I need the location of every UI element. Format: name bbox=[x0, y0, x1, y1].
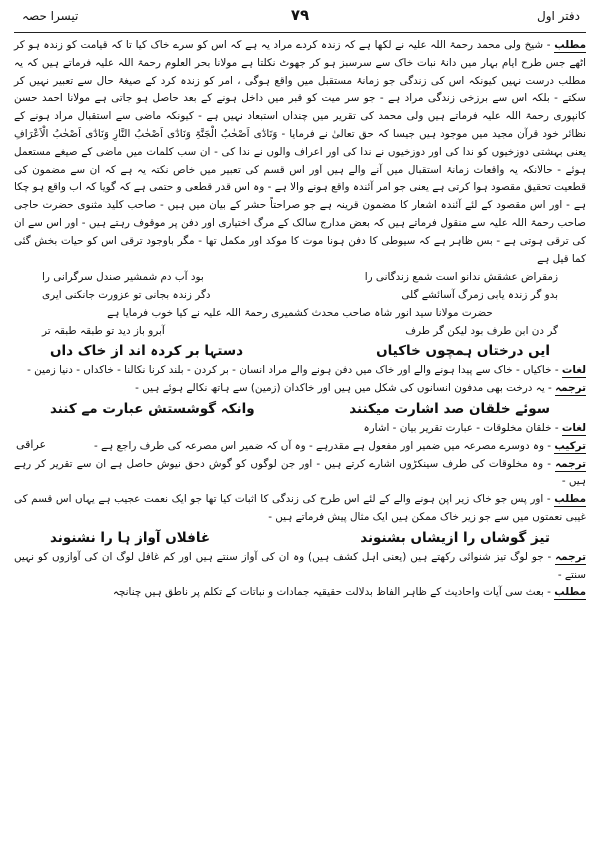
couplet-first-hemistich: گر دن ابن طرف بود لیکن گر طرف bbox=[405, 325, 558, 338]
section-label: مطلب bbox=[554, 586, 586, 599]
couplet-1 bbox=[14, 268, 586, 286]
couplet-first-hemistich: ایں درختاں ہمچوں خاکیاں bbox=[376, 343, 550, 360]
paragraph-tarjuma-2 bbox=[14, 456, 586, 492]
quote-intro-line: حضرت مولانا سید انور شاہ صاحب محدث کشمیری رحمۃ اللہ علیہ نے کیا خوب فرمایا ہے bbox=[107, 307, 493, 320]
paragraph-text: - جو لوگ تیز شنوائی رکھتے ہیں (یعنی اہل کشف ہیں) وہ ان کی آواز سنتے ہیں اور کم غافل لوگ ان کی آوازوں کو نہیں سنتے - bbox=[14, 550, 586, 581]
section-label: لغات bbox=[561, 364, 586, 377]
section-label: ترجمہ bbox=[555, 550, 586, 563]
couplet-second-verse bbox=[14, 398, 586, 420]
couplet-second-hemistich: غافلاں آواز ہا را نشنوند bbox=[50, 529, 211, 546]
couplet-third-verse bbox=[14, 527, 586, 549]
paragraph-tarkeeb bbox=[14, 438, 586, 456]
couplet-3 bbox=[14, 322, 586, 340]
paragraph-text: - وہ دوسرے مصرعہ میں ضمیر اور مفعول ہے مقدرہے - وہ آں کہ ضمیر اس مصرعہ کی طرف راجع ہے - bbox=[93, 439, 555, 452]
section-label: مطلب bbox=[554, 493, 586, 506]
paragraph-text: - اور پس جو خاک زیر اپن ہونے والے کے لئے اس طرح کی زندگی کا اثبات کیا تھا جو ایک نعمت عجیب ہے یہاں اس قسم کی غیبی نعمتوں میں سے جو زیر خاک ممکن ہیں ایک مثال پیش فرماتے ہیں - bbox=[14, 493, 586, 523]
couplet-2 bbox=[14, 286, 586, 304]
couplet-second-hemistich: بود آب دم شمشیر صندل سرگرانی را bbox=[42, 271, 204, 284]
paragraph-text: - خلقان مخلوقات - عبارت تقریر بیان - اشارہ bbox=[363, 421, 562, 434]
margin-note-iraqi: عراقی bbox=[16, 438, 47, 451]
couplet-second-hemistich: آبرو باز دید تو طبقہ طبقہ تر bbox=[42, 325, 165, 338]
couplet-first-hemistich: بدو گر زندہ یابی زمرگ آسائشے گلی bbox=[401, 289, 558, 302]
paragraph-text: - خاکیاں - خاک سے پیدا ہونے والے اور خاک میں دفن ہونے والے مراد انسان - بر کردن - بلند کرنا نکالنا - خاکداں - دنیا زمین - bbox=[27, 364, 562, 377]
paragraph-tarjuma-3 bbox=[14, 549, 586, 585]
section-label: لغات bbox=[561, 421, 586, 434]
section-label: ترکیب bbox=[554, 439, 586, 452]
section-label: ترجمہ bbox=[555, 382, 586, 395]
paragraph-lughat-1 bbox=[14, 362, 586, 380]
header-volume: دفتر اول bbox=[537, 9, 580, 23]
couplet-first-hemistich: سوئے خلقان صد اشارت میکنند bbox=[349, 400, 550, 417]
couplet-first-hemistich: تیز گوشاں را ازیشاں بشنوند bbox=[360, 529, 550, 546]
section-label: مطلب bbox=[554, 39, 586, 51]
paragraph-tarjuma-1 bbox=[14, 380, 586, 398]
paragraph-text: - بعث سی آیات واحادیث کے ظاہر الفاظ بدلالت حقیقیہ جمادات و نباتات کے تکلم پر ناطق ہیں چنانچہ bbox=[112, 586, 555, 599]
couplet-second-hemistich: دگر زندہ بجانی تو عزورت جانکنی ایری bbox=[42, 289, 211, 302]
couplet-main-verse bbox=[14, 340, 586, 362]
page-header bbox=[14, 6, 586, 33]
page-number: ۷۹ bbox=[290, 6, 310, 24]
header-part: تیسرا حصہ bbox=[22, 9, 79, 23]
paragraph-matlab-1 bbox=[14, 37, 586, 268]
couplet-first-hemistich: زمقراض عشقش ندانو است شمع زندگانی را bbox=[364, 271, 558, 284]
couplet-second-hemistich: وانکہ گوشستش عبارت مے کنند bbox=[50, 400, 255, 417]
couplet-second-hemistich: دستہا بر کردہ اند از خاک داں bbox=[50, 343, 244, 360]
section-label: ترجمہ bbox=[555, 457, 586, 470]
paragraph-lughat-2 bbox=[14, 420, 586, 438]
paragraph-matlab-2 bbox=[14, 491, 586, 527]
page-body bbox=[14, 37, 586, 602]
paragraph-text: - وہ مخلوقات کی طرف سینکڑوں اشارے کرتے ہیں - اور جن لوگوں کو گوش دحق نیوش حاصل ہے ان سے تقریر کر رہے ہیں - bbox=[14, 457, 586, 488]
paragraph-text: - یہ درخت بھی مدفون انسانوں کی شکل میں ہیں اور خاکدان (زمین) سے ہاتھ نکالے ہوئے ہیں - bbox=[135, 382, 556, 395]
paragraph-text: - شیخ ولی محمد رحمۃ اللہ علیہ نے لکھا ہے کہ زندہ کردے مراد یہ ہے کہ اس کو سرے خاک کیا تا کہ قیامت کو زندہ ہو کر اٹھے جس طرح ایام بہار میں دانۂ نبات خاک سے سرسبز ہو کر جھوٹ نکلتا ہے مولانا بحر العلوم رحمۃ اللہ علیہ فرماتے ہیں کہ یہ مطلب درست نہیں کیونکہ اس کی زندگی جو زمانۂ مستقبل میں واقع ہوگی ، امر کو زندہ کرد کے صیغۂ حال سے تعبیر نہیں کر سکتے - بلکہ اس سے برزخی زندگی مراد ہے - جو سر میت کو قبر میں داخل ہونے کے بعد حاصل ہو جاتی ہے مولانا احمد حسن کانپوری رحمۃ اللہ علیہ فرماتے ہیں ولی محمد کی تقریر میں چنداں استبعاد نہیں ہے - کیونکہ ماضی سے استقبال مراد ہونے کے نظائر خود قرآن مجید میں موجود ہیں جیسا کہ حق تعالیٰ نے فرمایا - وَنَادٰٓی اَصْحٰبُ الْجَنَّۃِ وَنَادٰٓی اَصْحٰبُ النَّارِ وَنَادٰٓی اَصْحٰبُ الْاَعْرَافِ یعنی بہشتی دوزخیوں کو ندا کی اور دوزخیوں نے ندا کی اور اعراف والوں نے ندا کی - ان سب کلمات میں ماضی کے صیغے مستعمل ہوئے - حالانکہ یہ واقعات زمانۂ استقبال میں آنے والے ہیں اور اس قسم کی تعبیر میں خاص نکتہ یہ ہے کہ ان سے مضمون کی قطعیت تحقیق مقصود ہوا کرتی ہے یعنی جو امر آئندہ واقع ہونے والا ہے - وہ اس قدر قطعی و حتمی ہے کہ گویا کہ اب واقع ہو چکا ہے - اور اس مقصود کے لئے آئندہ اشعار کا مضمون قرینہ ہے جو صراحتاً حشر کے بیان میں ہیں - صاحب کلید مثنوی حضرت حاجی صاحب رحمۃ اللہ علیہ سے منقول فرماتے ہیں کہ بعض مدارج سالک کے مرگ اختیاری اور دفن پر موقوف رہتے ہیں - اور اس سے ان کی ترقی ہوتی ہے - بس ظاہر ہے کہ سیوطی کا دفن ہونا موت کا موکد اور مکمل تھا - مگر باوجود ترقی اس کو حیات بخش گئی کما قیل ہے bbox=[14, 39, 586, 265]
paragraph-matlab-3 bbox=[14, 584, 586, 602]
